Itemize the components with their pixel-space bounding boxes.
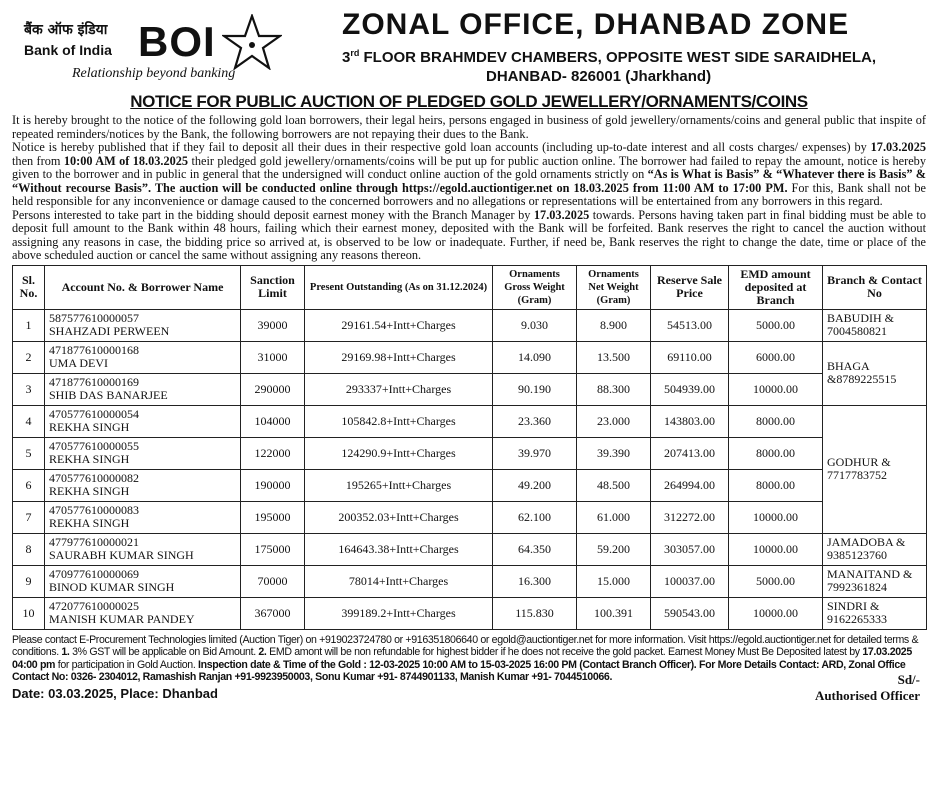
branch-godhur: GODHUR & 7717783752 [823,405,927,533]
header-emd: EMD amount deposited at Branch [729,265,823,309]
logo-tagline: Relationship beyond banking [72,66,236,81]
table-row: 4 470577610000054 REKHA SINGH 104000 105842.8+Intt+Charges 23.360 23.000 143803.00 8000.00 GODHUR & 7717783752 [13,405,927,437]
table-row: 3 471877610000169 SHIB DAS BANARJEE 290000 293337+Intt+Charges 90.190 88.300 504939.00 10000.00 [13,373,927,405]
table-row: 1 587577610000057 SHAHZADI PERWEEN 39000 29161.54+Intt+Charges 9.030 8.900 54513.00 5000.00 BABUDIH & 7004580821 [13,309,927,341]
branch-bhaga: BHAGA &8789225515 [823,341,927,405]
table-row: 9 470977610000069 BINOD KUMAR SINGH 70000 78014+Intt+Charges 16.300 15.000 100037.00 5000.00 MANAITAND & 7992361824 [13,565,927,597]
notice-body [12,114,926,263]
paragraph-1: It is hereby brought to the notice of the following gold loan borrowers, their legal heirs, persons engaged in business of gold jewellery/ornaments/coins and general public that inspite of repeated reminders/notices by the Bank, the following borrowers are not repaying their dues to the Bank. [12,113,926,141]
address-line-1: 3rd FLOOR BRAHMDEV CHAMBERS, OPPOSITE WEST SIDE SARAIDHELA, [342,48,877,66]
logo-boi-text: BOI [138,18,216,65]
header [12,0,926,88]
paragraph-3: Persons interested to take part in the bidding should deposit earnest money with the Branch Manager by 17.03.2025 towards. Persons having taken part in final bidding must be able to deposit full amount to the Bank within 48 hours, failing which their earnest money, deposited with the Bank will be forfeited. Bank reserves the right to cancel the auction without assigning any reasons in case, the bidding price so arrived at, is observed to be low or inadequate. Further, if need be, Bank reserves the right to change the date, time or place of the above scheduled auction or cancel the same without assigning any reasons thereon. [12,207,926,262]
header-net-weight: Ornaments Net Weight (Gram) [577,265,651,309]
notice-title: NOTICE FOR PUBLIC AUCTION OF PLEDGED GOLD JEWELLERY/ORNAMENTS/COINS [130,92,808,111]
branch-jamadoba: JAMADOBA & 9385123760 [823,533,927,565]
branch-babudih: BABUDIH & 7004580821 [823,309,927,341]
logo-english-text: Bank of India [24,42,112,58]
bank-logo [20,12,282,82]
header-account: Account No. & Borrower Name [45,265,241,309]
header-gross-weight: Ornaments Gross Weight (Gram) [493,265,577,309]
table-row: 8 477977610000021 SAURABH KUMAR SINGH 175000 164643.38+Intt+Charges 64.350 59.200 303057.00 10000.00 JAMADOBA & 9385123760 [13,533,927,565]
footer-notes [12,634,926,684]
paragraph-2: Notice is hereby published that if they fail to deposit all their dues in their respective gold loan accounts (including up-to-date interest and all costs charges/ expenses) by 17.03.2025 then from 10:00 AM of 18.03.2025 their pledged gold jewellery/ornaments/coins will be put up for public auction online. The borrower had failed to repay the amount, notice is hereby given to the borrower and in public in general that the undersigned will conduct online auction of the gold ornaments strictly on “As is What is Basis” & “Whatever there is Basis” & “Without recourse Basis”. The auction will be conducted online through https://egold.auctiontiger.net on 18.03.2025 from 11:00 AM to 17:00 PM. For this, Bank shall not be held responsible for any inconvenience or damage caused to the concerned borrowers and no allegations or representations will be entertained from any borrowers in this regard. [12,140,926,208]
signature-sd: Sd/- [897,671,920,687]
table-row: 5 470577610000055 REKHA SINGH 122000 124290.9+Intt+Charges 39.970 39.390 207413.00 8000.00 [13,437,927,469]
branch-sindri: SINDRI & 9162265333 [823,597,927,629]
authorised-officer: Authorised Officer [814,687,920,703]
header-reserve-price: Reserve Sale Price [651,265,729,309]
table-row: 10 472077610000025 MANISH KUMAR PANDEY 367000 399189.2+Intt+Charges 115.830 100.391 590543.00 10000.00 SINDRI & 9162265333 [13,597,927,629]
table-row: 7 470577610000083 REKHA SINGH 195000 200352.03+Intt+Charges 62.100 61.000 312272.00 10000.00 [13,501,927,533]
footer-text: Please contact E-Procurement Technologies limited (Auction Tiger) on +919023724780 or +916351806640 or egold@auctiontiger.net for more information. Visit https://egold.auctiontiger.net for detailed terms & conditions. 1. 3% GST will be applicable on Bid Amount. 2. EMD amont will be non refundable for highest bidder if he does not receive the gold packet. Earnest Money Must Be Deposited latest by 17.03.2025 04:00 pm for participation in Gold Auction. Inspection date & Time of the Gold : 12-03-2025 10:00 AM to 15-03-2025 16:00 PM (Contact Branch Officer). For More Details Contact: ARD, Zonal Office Contact No: 0326- 2304012, Ramashish Ranjan +91-9923950003, Sonu Kumar +91- 8744901133, Manish Kumar +91- 7044510066. [12,633,919,684]
header-sl: Sl. No. [13,265,45,309]
branch-manaitand: MANAITAND & 7992361824 [823,565,927,597]
header-branch: Branch & Contact No [823,265,927,309]
date-place: Date: 03.03.2025, Place: Dhanbad [12,685,218,701]
footer-bottom-row [12,671,926,703]
address-line-2: DHANBAD- 826001 (Jharkhand) [486,68,712,85]
zonal-office-title: ZONAL OFFICE, DHANBAD ZONE [342,8,850,41]
table-row: 2 471877610000168 UMA DEVI 31000 29169.98+Intt+Charges 14.090 13.500 69110.00 6000.00 BHAGA &8789225515 [13,341,927,373]
table-header-row [13,265,927,309]
signature-block [815,672,920,704]
header-outstanding: Present Outstanding (As on 31.12.2024) [305,265,493,309]
star-icon [222,14,282,70]
header-sanction: Sanction Limit [241,265,305,309]
logo-hindi-text: बैंक ऑफ इंडिया [24,22,108,38]
auction-table [12,265,927,630]
table-row: 6 470577610000082 REKHA SINGH 190000 195265+Intt+Charges 49.200 48.500 264994.00 8000.00 [13,469,927,501]
